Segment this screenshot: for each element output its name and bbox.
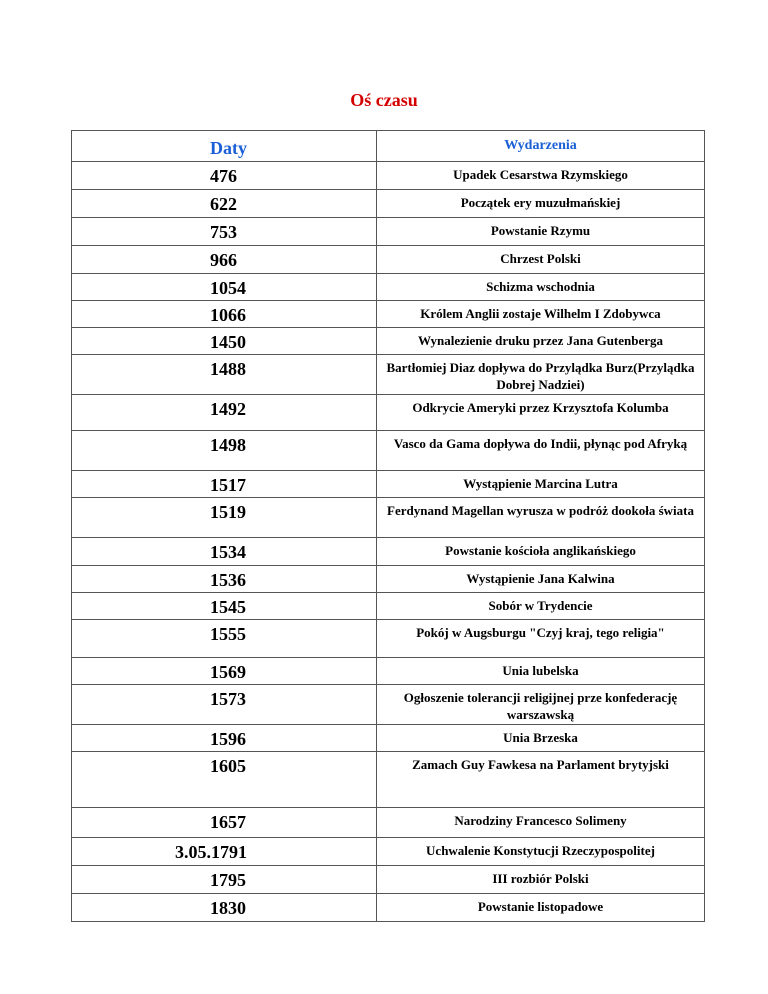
- table-row: [72, 658, 705, 685]
- row-date: 1517: [72, 471, 377, 498]
- row-event: Vasco da Gama dopływa do Indii, płynąc pod Afryką: [377, 431, 705, 471]
- table-row: [72, 395, 705, 431]
- row-date: 1498: [72, 431, 377, 471]
- row-event: Początek ery muzułmańskiej: [377, 190, 705, 218]
- table-row: [72, 355, 705, 395]
- table-row: [72, 328, 705, 355]
- row-event: Zamach Guy Fawkesa na Parlament brytyjski: [377, 752, 705, 808]
- table-row: [72, 431, 705, 471]
- table-row: [72, 538, 705, 566]
- row-date: 1492: [72, 395, 377, 431]
- row-event: Upadek Cesarstwa Rzymskiego: [377, 162, 705, 190]
- row-event: Narodziny Francesco Solimeny: [377, 808, 705, 838]
- table-row: [72, 808, 705, 838]
- table-row: [72, 498, 705, 538]
- row-event: Królem Anglii zostaje Wilhelm I Zdobywca: [377, 301, 705, 328]
- row-event: Powstanie Rzymu: [377, 218, 705, 246]
- table-row: [72, 685, 705, 725]
- table-row: [72, 593, 705, 620]
- row-event: Odkrycie Ameryki przez Krzysztofa Kolumba: [377, 395, 705, 431]
- row-event: Unia Brzeska: [377, 725, 705, 752]
- row-date: 1795: [72, 866, 377, 894]
- row-event: Ferdynand Magellan wyrusza w podróż dookoła świata: [377, 498, 705, 538]
- row-date: 1450: [72, 328, 377, 355]
- row-event: Uchwalenie Konstytucji Rzeczypospolitej: [377, 838, 705, 866]
- row-date: 1555: [72, 620, 377, 658]
- timeline-table: [71, 130, 705, 922]
- table-row: [72, 866, 705, 894]
- column-header-dates: Daty: [72, 131, 377, 162]
- row-event: Sobór w Trydencie: [377, 593, 705, 620]
- row-date: 1596: [72, 725, 377, 752]
- table-row: [72, 620, 705, 658]
- row-date: 1066: [72, 301, 377, 328]
- row-event: Wystąpienie Jana Kalwina: [377, 566, 705, 593]
- row-event: Powstanie kościoła anglikańskiego: [377, 538, 705, 566]
- row-date: 1573: [72, 685, 377, 725]
- page-title: Oś czasu: [350, 90, 418, 110]
- column-header-events: Wydarzenia: [377, 131, 705, 162]
- table-header-row: [72, 131, 705, 162]
- row-event: Pokój w Augsburgu "Czyj kraj, tego religia": [377, 620, 705, 658]
- row-date: 3.05.1791: [72, 838, 377, 866]
- row-date: 1569: [72, 658, 377, 685]
- table-row: [72, 838, 705, 866]
- row-date: 1657: [72, 808, 377, 838]
- table-row: [72, 471, 705, 498]
- row-event: Schizma wschodnia: [377, 274, 705, 301]
- row-date: 622: [72, 190, 377, 218]
- table-row: [72, 725, 705, 752]
- table-row: [72, 274, 705, 301]
- row-date: 1054: [72, 274, 377, 301]
- row-event: Powstanie listopadowe: [377, 894, 705, 922]
- row-event: Wynalezienie druku przez Jana Gutenberga: [377, 328, 705, 355]
- row-event: Chrzest Polski: [377, 246, 705, 274]
- table-row: [72, 246, 705, 274]
- row-event: Unia lubelska: [377, 658, 705, 685]
- table-row: [72, 894, 705, 922]
- row-date: 1545: [72, 593, 377, 620]
- table-row: [72, 162, 705, 190]
- row-date: 966: [72, 246, 377, 274]
- table-row: [72, 301, 705, 328]
- row-event: Wystąpienie Marcina Lutra: [377, 471, 705, 498]
- table-row: [72, 190, 705, 218]
- table-row: [72, 566, 705, 593]
- row-event: Ogłoszenie tolerancji religijnej prze konfederację warszawską: [377, 685, 705, 725]
- row-date: 1605: [72, 752, 377, 808]
- row-event: Bartłomiej Diaz dopływa do Przylądka Burz(Przylądka Dobrej Nadziei): [377, 355, 705, 395]
- table-row: [72, 752, 705, 808]
- row-date: 1519: [72, 498, 377, 538]
- row-date: 1536: [72, 566, 377, 593]
- row-date: 753: [72, 218, 377, 246]
- table-row: [72, 218, 705, 246]
- row-event: III rozbiór Polski: [377, 866, 705, 894]
- row-date: 1830: [72, 894, 377, 922]
- row-date: 476: [72, 162, 377, 190]
- row-date: 1488: [72, 355, 377, 395]
- row-date: 1534: [72, 538, 377, 566]
